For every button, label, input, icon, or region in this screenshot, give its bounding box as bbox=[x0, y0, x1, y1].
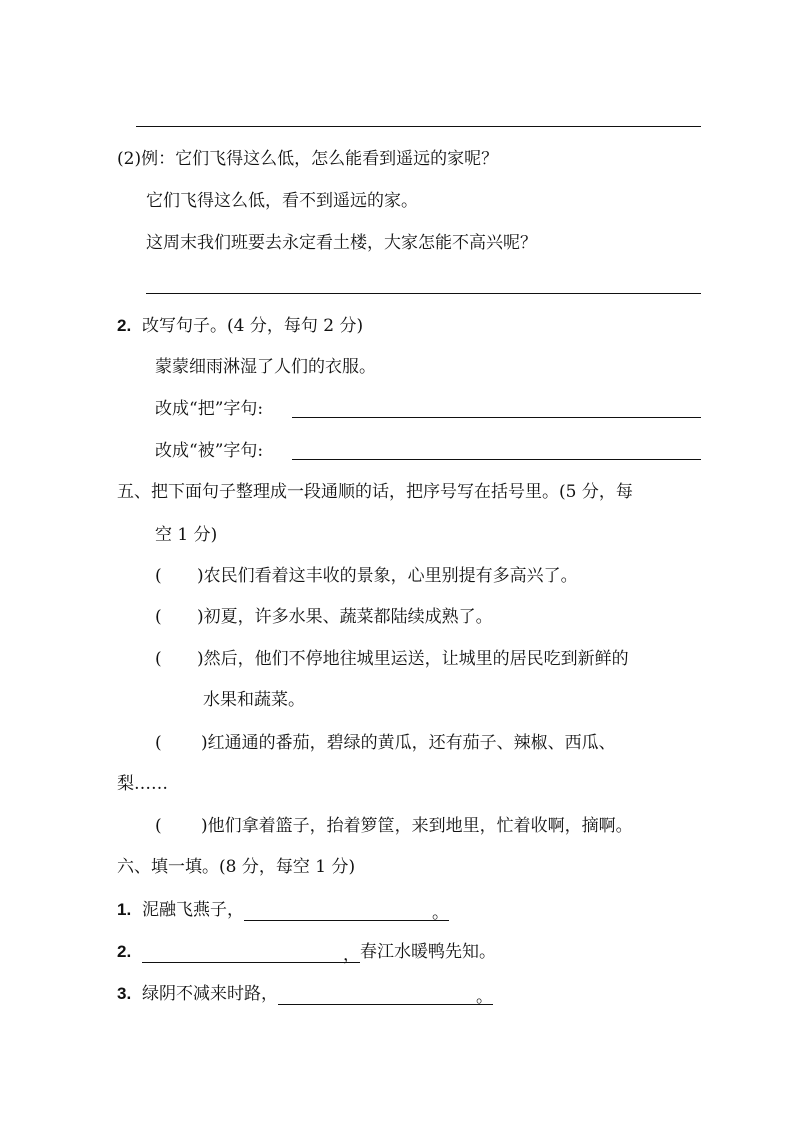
q2-example-text: 例：它们飞得这么低，怎么能看到遥远的家呢？ bbox=[141, 149, 499, 169]
order-item-4-cont: 梨…… bbox=[117, 774, 168, 794]
fill-item-3-number: 3. bbox=[117, 984, 132, 1003]
order-blank-3[interactable]: ( bbox=[155, 649, 162, 669]
fill-item-2 bbox=[117, 941, 496, 963]
fill-item-3-before: 绿阴不减来时路， bbox=[142, 984, 278, 1004]
order-blank-1[interactable]: ( bbox=[155, 566, 162, 586]
fill-item-2-number: 2. bbox=[117, 942, 132, 961]
rewrite-sentence: 蒙蒙细雨淋湿了人们的衣服。 bbox=[155, 357, 376, 377]
fill-item-1 bbox=[117, 899, 449, 921]
fill-blank-1[interactable]: 。 bbox=[244, 902, 449, 921]
order-blank-4[interactable]: ( bbox=[155, 733, 162, 753]
rewrite-title: 改写句子。(4 分，每句 2 分) bbox=[142, 316, 364, 336]
q2-question-text: 这周末我们班要去永定看土楼，大家怎能不高兴呢？ bbox=[146, 233, 537, 253]
section-five-title-2: 空 1 分) bbox=[155, 525, 218, 545]
order-item-4: ( )红通通的番茄，碧绿的黄瓜，还有茄子、辣椒、西瓜、 bbox=[155, 733, 616, 753]
order-item-4-text: 红通通的番茄，碧绿的黄瓜，还有茄子、辣椒、西瓜、 bbox=[207, 733, 616, 753]
ba-answer-line[interactable] bbox=[292, 417, 701, 418]
bei-answer-line[interactable] bbox=[292, 459, 701, 460]
fill-item-2-after: 春江水暖鸭先知。 bbox=[360, 942, 496, 962]
fill-item-1-before: 泥融飞燕子， bbox=[142, 900, 244, 920]
fill-item-3 bbox=[117, 983, 493, 1005]
q2-example-line bbox=[117, 148, 498, 170]
ba-label: 改成“把”字句: bbox=[155, 399, 264, 419]
order-item-5: ( )他们拿着篮子，抬着箩筐，来到地里，忙着收啊，摘啊。 bbox=[155, 816, 633, 836]
fill-item-1-number: 1. bbox=[117, 900, 132, 919]
q2-answer-text: 它们飞得这么低，看不到遥远的家。 bbox=[146, 191, 418, 211]
fill-blank-3[interactable]: 。 bbox=[278, 986, 493, 1005]
q2-label: (2) bbox=[117, 149, 142, 169]
order-item-5-text: 他们拿着篮子，抬着箩筐，来到地里，忙着收啊，摘啊。 bbox=[207, 816, 633, 836]
order-blank-2[interactable]: ( bbox=[155, 607, 162, 627]
order-item-3: ( )然后，他们不停地往城里运送，让城里的居民吃到新鲜的 bbox=[155, 649, 629, 669]
section-six-title: 六、填一填。(8 分，每空 1 分) bbox=[117, 857, 356, 877]
rewrite-heading bbox=[117, 315, 363, 337]
order-item-3-cont: 水果和蔬菜。 bbox=[203, 690, 305, 710]
bei-label: 改成“被”字句: bbox=[155, 441, 264, 461]
rewrite-number: 2. bbox=[117, 316, 132, 335]
fill-blank-2[interactable]: ， bbox=[142, 944, 360, 963]
order-item-1: ( )农民们看着这丰收的景象，心里别提有多高兴了。 bbox=[155, 566, 578, 586]
q2-answer-line[interactable] bbox=[146, 293, 701, 294]
order-item-3-text: 然后，他们不停地往城里运送，让城里的居民吃到新鲜的 bbox=[203, 649, 629, 669]
section-five-title-1: 五、把下面句子整理成一段通顺的话，把序号写在括号里。(5 分，每 bbox=[117, 482, 633, 502]
order-item-1-text: 农民们看着这丰收的景象，心里别提有多高兴了。 bbox=[203, 566, 578, 586]
order-item-2: ( )初夏，许多水果、蔬菜都陆续成熟了。 bbox=[155, 607, 493, 627]
answer-line-top bbox=[136, 126, 701, 127]
order-blank-5[interactable]: ( bbox=[155, 816, 162, 836]
order-item-2-text: 初夏，许多水果、蔬菜都陆续成熟了。 bbox=[203, 607, 493, 627]
